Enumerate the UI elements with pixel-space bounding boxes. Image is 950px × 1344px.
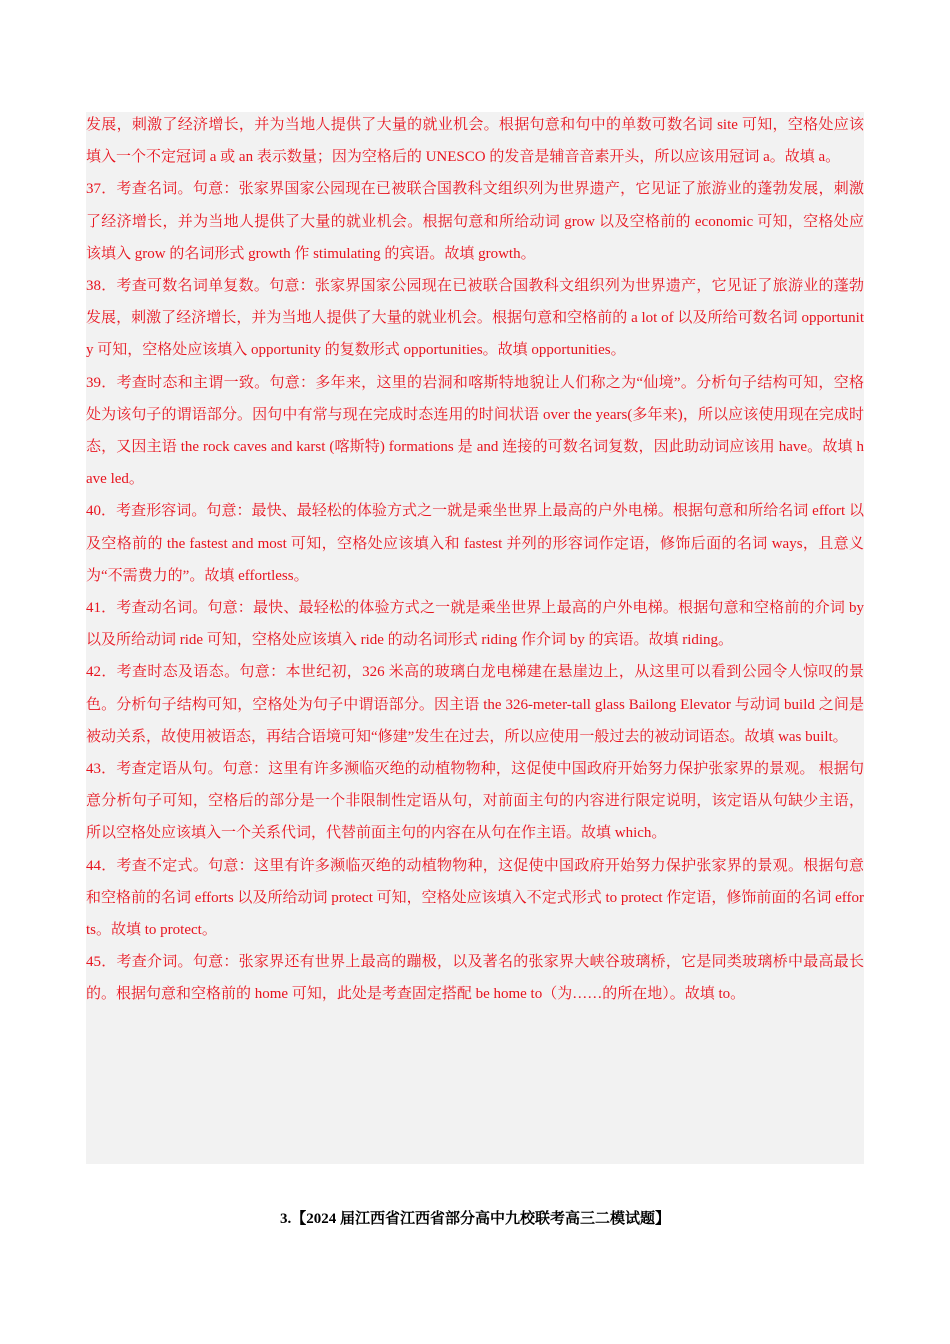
answer-42: 42．考查时态及语态。句意：本世纪初，326 米高的玻璃白龙电梯建在悬崖边上，从这里可以看到公园令人惊叹的景色。分析句子结构可知，空格处为句子中谓语部分。因主语 the 326-meter-tall glass Bailong Elevator 与动词 build 之间是被动关系，故使用被语态，再结合语境可知“修建”发生在过去，所以应使用一般过去的被动词语态。故填 was built。 — [86, 664, 864, 745]
answer-39: 39．考查时态和主谓一致。句意：多年来，这里的岩洞和喀斯特地貌让人们称之为“仙境”。分析句子结构可知，空格处为该句子的谓语部分。因句中有常与现在完成时态连用的时间状语 over the years(多年来)，所以应该使用现在完成时态，又因主语 the rock caves and karst (喀斯特) formations 是 and 连接的可数名词复数，因此助动词应该用 have。故填 have led。 — [86, 374, 864, 488]
answer-45: 45．考查介词。句意：张家界还有世界上最高的蹦极，以及著名的张家界大峡谷玻璃桥，它是同类玻璃桥中最高最长的。根据句意和空格前的 home 可知，此处是考查固定搭配 be home to（为……的所在地）。故填 to。 — [86, 954, 864, 1003]
answer-40: 40．考查形容词。句意：最快、最轻松的体验方式之一就是乘坐世界上最高的户外电梯。根据句意和所给名词 effort 以及空格前的 the fastest and most 可知，空格处应该填入和 fastest 并列的形容词作定语，修饰后面的名词 ways，且意义为“不需费力的”。故填 effortless。 — [86, 503, 864, 584]
answer-41: 41．考查动名词。句意：最快、最轻松的体验方式之一就是乘坐世界上最高的户外电梯。根据句意和空格前的介词 by 以及所给动词 ride 可知，空格处应该填入 ride 的动名词形式 riding 作介词 by 的宾语。故填 riding。 — [86, 600, 864, 649]
answer-continued: 发展，刺激了经济增长，并为当地人提供了大量的就业机会。根据句意和句中的单数可数名词 site 可知，空格处应该填入一个不定冠词 a 或 an 表示数量；因为空格后的 UNESCO 的发音是辅音音素开头，所以应该用冠词 a。故填 a。 — [86, 117, 864, 166]
answer-44: 44．考查不定式。句意：这里有许多濒临灭绝的动植物物种，这促使中国政府开始努力保护张家界的景观。根据句意和空格前的名词 efforts 以及所给动词 protect 可知，空格处应该填入不定式形式 to protect 作定语，修饰前面的名词 efforts。故填 to protect。 — [86, 857, 864, 939]
answer-38: 38．考查可数名词单复数。句意：张家界国家公园现在已被联合国教科文组织列为世界遗产，它见证了旅游业的蓬勃发展，刺激了经济增长，并为当地人提供了大量的就业机会。根据句意和空格前的 a lot of 以及所给可数名词 opportunity 可知，空格处应该填入 opportunity 的复数形式 opportunities。故填 opportunities。 — [86, 278, 864, 359]
answer-43: 43．考查定语从句。句意：这里有许多濒临灭绝的动植物物种，这促使中国政府开始努力保护张家界的景观。 根据句意分析句子可知，空格后的部分是一个非限制性定语从句，对前面主句的内容进行限定说明，该定语从句缺少主语，所以空格处应该填入一个关系代词，代替前面主句的内容在从句在作主语。故填 which。 — [86, 761, 864, 842]
answer-explanations — [86, 112, 864, 1164]
answer-37: 37．考查名词。句意：张家界国家公园现在已被联合国教科文组织列为世界遗产，它见证了旅游业的蓬勃发展，刺激了经济增长，并为当地人提供了大量的就业机会。根据句意和所给动词 grow 以及空格前的 economic 可知，空格处应该填入 grow 的名词形式 growth 作 stimulating 的宾语。故填 growth。 — [86, 181, 864, 262]
section-heading: 3.【2024 届江西省江西省部分高中九校联考高三二模试题】 — [279, 1211, 670, 1227]
